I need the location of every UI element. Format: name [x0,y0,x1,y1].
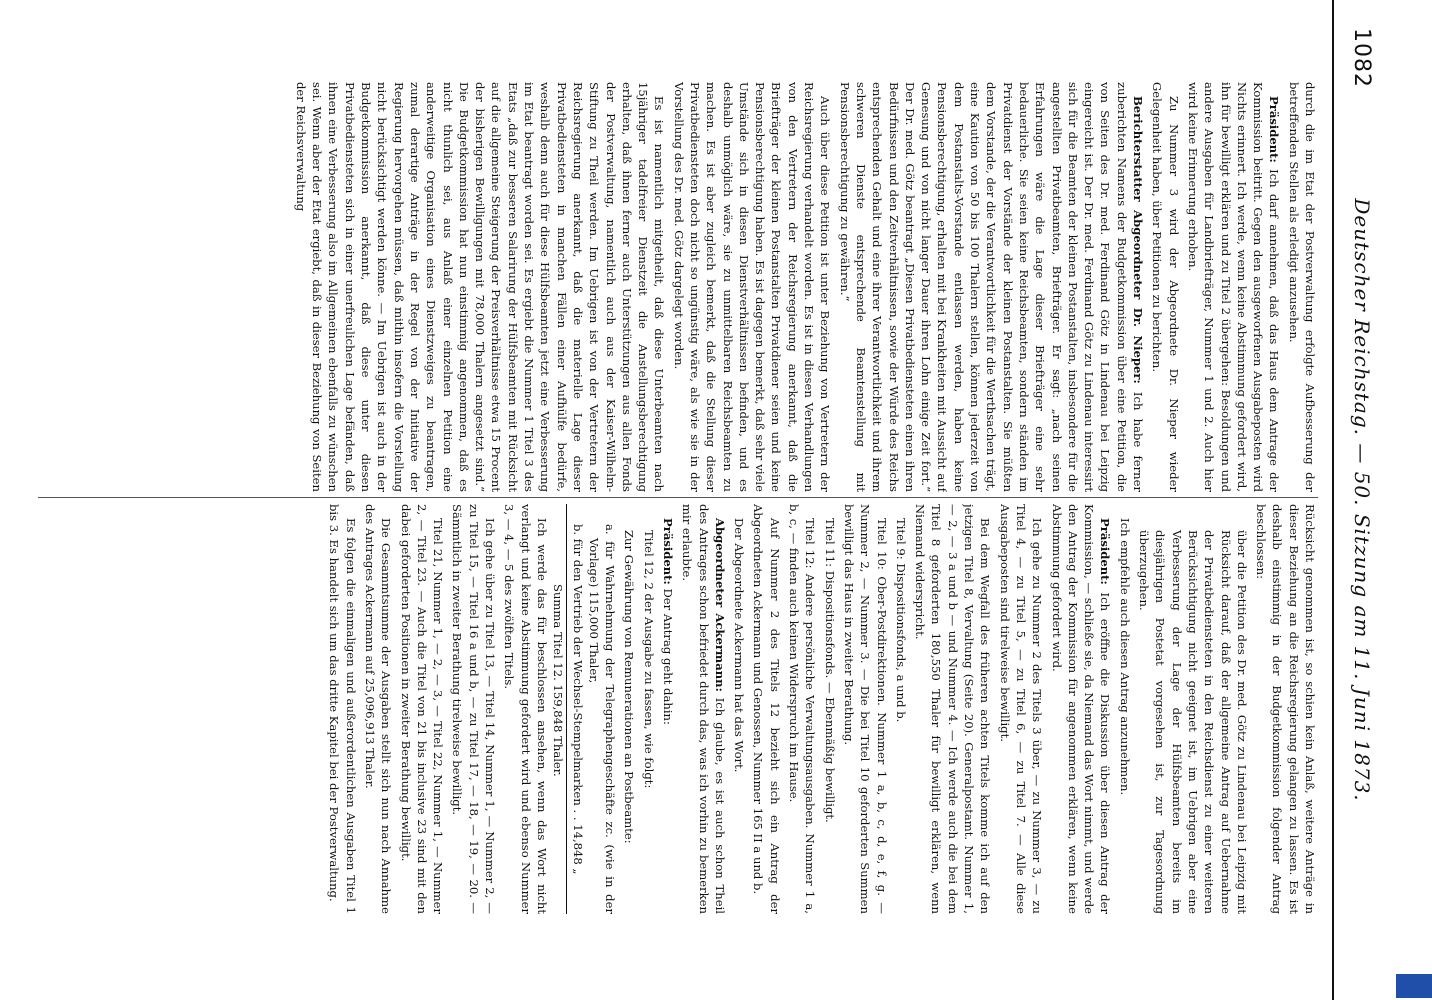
paragraph-text: Titel 11: Dispositionsfonds. — Ebenmäßig bewilligt. [822,518,837,823]
paragraph-text: über die Petition des Dr. med. Götz zu Lindenau bei Leipzig mit Rücksicht darauf, daß der allgemeine Antrag auf Uebernahme der Privatbediensteten in den Reichsdienst zu einer weiteren Berücksichtigung nicht geeignet ist, im Uebrigen aber eine Verbesserung der Lage der Hülfsbeamten bereits im diesjährigen Postetat vorgesehen ist, zur Tagesordnung überzugehen. [1137,530,1249,914]
paragraph [449,504,498,914]
paragraph-text: Titel 21, Nummer 1, — 2, — 3, — Titel 22, Nummer 1, — Nummer 2, — Titel 23. — Auch die Titel von 21 bis inclusive 23 sind mit den dabei geforderten Positionen in zweiter Berathung bewilligt. [398,504,446,914]
paragraph [786,504,819,914]
paragraph-text: Rücksicht genommen ist, so schien kein Anlaß, weitere Anträge in dieser Beziehung an die Reichsregierung gelangen zu lassen. Es ist deshalb einstimmig in der Budgetkommission folgender Antrag beschlossen: [1254,504,1317,914]
paragraph [1285,82,1318,492]
list-item: b. für den Vertrieb der Wechsel-Stempelmarken . . 14,848 „ [570,524,585,875]
paragraph [501,504,550,914]
paragraph-text: Titel 12: Andere persönliche Verwaltungsausgaben. Nummer 1 a, b, c, — finden auch keinen Widerspruch im Hause. [787,504,818,914]
paragraph [397,504,446,914]
paragraph-text: Die Gesammtsumme der Ausgaben stellt sich nun nach Annahme des Antrages Ackermann auf 25,096,913 Thaler. [362,504,394,914]
speaker-label: Präsident: [661,518,676,585]
paragraph [1048,504,1113,914]
paragraph-text: Auf Nummer 2 des Titels 12 bezieht sich ein Antrag der Abgeordneten Ackermann und Genossen, Nummer 165 II a und b. [751,504,782,914]
paragraph [293,82,668,492]
column-divider [38,497,1318,498]
paragraph [660,504,676,914]
paragraph-text: Zu Nummer 3 wird der Abgeordnete Dr. Nieper wieder Gelegenheit haben, über Petitionen zu berichten. [1150,82,1181,492]
speaker-label: Präsident: [1267,96,1282,163]
page-header [1332,0,1384,1000]
speaker-label: Präsident: [1098,518,1113,585]
list-item: a. für Wahrnehmung der Telegraphengeschäfte zc. (wie in der Vorlage) 115,000 Thaler, [586,524,618,914]
paragraph [362,504,395,914]
paragraph [1149,82,1182,492]
paragraph-text: Ich glaube, es ist auch schon Theil des Antrages schon befriedet durch das, was ich vorhin zu bemerken mir erlaubte. [680,504,727,914]
page-number: 1082 [1349,28,1374,88]
running-title: Deutscher Reichstag. — 50. Sitzung am 11. Juni 1873. [1350,198,1374,802]
digitization-text [1404,974,1432,998]
paragraph-text: Ich eröffne die Diskussion über diesen Antrag der Kommission, — schließe sie, da Niemand das Wort nimmt, und werde den Antrag der Kommission für angenommen erklären, wenn keine Abstimmung gefordert wird. [1049,504,1113,914]
sum-line [550,504,567,914]
paragraph-text: Der Antrag geht dahin: [661,588,676,725]
paragraph [621,504,637,914]
paragraph-text: Es ist namentlich mitgetheilt, daß diese Unterbeamten nach 15jähriger tadelfreier Dienstzeit die Anstellungsberechtigung erhalten, daß ihnen ferner auch Unterstützungen aus allen Fonds der Postverwaltung, namentlich auch aus der Kaiser-Wilhelm-Stiftung zu Theil werden. Im Uebrigen ist von der Vertretern der Reichsregierung anerkannt, daß die materielle Lage dieser Privatbediensteten in manchen Fällen einer Aufhülfe bedürfe, weshalb denn auch für diese Hülfsbeamten jetzt eine Verbesserung im Etat beantragt worden sei. Es ergiebt die Nummer 1 Titel 3 des Etats „daß zur besseren Salarirung der Hülfsbeamten mit Rücksicht auf die allgemeine Steigerung der Preisverhältnisse etwa 15 Procent der bisherigen Bewilligungen mit 78,000 Thalern angesetzt sind.“ Die Budgetkommission hat nun einstimmig angenommen, daß es nicht thunlich sei, aus Anlaß einer einzelnen Petition eine anderweitige Organisation eines Dienstzweiges zu beantragen, zumal derartige Anträge in der Regel von der Initiative der Regierung hervorgehen müssen, daß mithin insofern die Vorstellung nicht berücksichtigt werden könne. — Im Uebrigen ist auch in der Budgetkommission anerkannt, daß diese unter diesen Privatbediensteten sich in einer unerfreulichen Lage befänden, daß ihnen eine Verbesserung also im Allgemeinen ebenfalls zu wünschen sei. Wenn aber der Etat ergiebt, daß in dieser Beziehung von Seiten der Reichsverwaltung [293,82,667,492]
paragraph-text: Ich habe ferner zuberichten Namens der Budgetkommission über eine Petition, die von Seiten des Dr. med. Ferdinand Götz in Lindenau bei Leipzig eingereicht ist. Der Dr. med. Ferdinand Götz zu Lindenau interessirt sich für die Beamten der kleinen Postanstalten, insbesondere für die angestellten Privatbeamten, Briefträger. Er sagt: „nach seinen Erfahrungen wäre die Lage dieser Briefträger eine sehr bedauerliche. Sie seien keine Reichsbeamten, sondern ständen im Privatdienst der Vorstände der kleinen Postanstalten. Sie müßten dem Vorstande, der die Verantwortlichkeit für die Werthsachen trägt, eine Kaution von 50 bis 100 Thalern stellen, können jederzeit von dem Postanstalts-Vorstande entlassen werden, haben keine Pensionsberechtigung, erhalten mit bei Krankheiten mit Aussicht auf Genesung und von nicht langer Dauer ihren Lohn einige Zeit fort.“ Der Dr. med. Götz beantragt „Diesen Privatbediensteten einen ihren Bedürfnissen und den Zeitverhältnissen, sowie der Würde des Reichs entsprechenden Gehalt und eine ihrer Verantwortlichkeit und ihrem schweren Dienste entsprechende Beamtenstellung mit Pensionsberechtigung zu gewähren.“ [837,82,1146,492]
paragraph [731,504,747,914]
paragraph-text: Ich gehe über zu Titel 13, — Titel 14, Nummer 1, — Nummer 2, — zu Titel 15, — Titel 16 a und b, — zu Titel 17, — 18, — 19, — 20. — Sämmtlich in zweiter Berathung tirelweise bewilligt. [450,504,498,914]
paragraph-text: Bei dem Wegfall des früheren achten Titels komme ich auf den jetzigen Titel 8, Vervaltung (Seite 20). Generalpostamt. Nummer 1, — 2, — 3 a und b — und Nummer 4. — Ich werde auch die bei dem Titel 8 geforderten 180,550 Thaler für bewilligt erklären, wenn Niemand widerspricht. [913,504,993,914]
paragraph-text: Ich werde das für beschlossen ansehen, wenn das Wort nicht verlangt und keine Abstimmung gefordert wird und ebenso Nummer 3, — 4, — 5 des zwölften Titels. [502,504,549,914]
paragraph-text: durch die im Etat der Postverwaltung erfolgte Aufbesserung der betreffenden Stellen als erledigt anzusehen. [1286,82,1317,492]
paragraph [1253,504,1318,914]
paragraph [679,504,728,914]
paragraph [640,504,656,914]
paragraph [841,504,890,914]
paragraph [836,82,1146,492]
paragraph [996,504,1045,914]
digitization-note [1404,8,1428,998]
paragraph-text: Es folgen die einmaligen und außerordentlichen Ausgaben Titel 1 bis 3. Es handelt sich um das dritte Kapitel bei der Postverwaltung. [327,504,358,914]
paragraph [750,504,783,914]
paragraph-text: Ich gehe zu Nummer 2 des Titels 3 über, — zu Nummer 3, — zu Titel 4, — zu Titel 5, — zu Titel 6, — zu Titel 7. — Alle diese Ausgabeposten sind tirelweise bewilligt. [997,504,1045,914]
paragraph-text: Ich darf annehmen, daß das Haus dem Antrage der Kommission beitritt. Gegen den ausgeworfenen Ausgabeposten wird Nichts erinnert. Ich werde, wenn keine Abstimmung gefordert wird, ihn für bewilligt erklären und zu Titel 2 übergehen: Besoldungen und andere Ausgaben für Landbriefträger, Nummer 1 und 2. Auch hier wird keine Erinnerung erhoben. [1185,82,1282,492]
paragraph [821,504,837,914]
paragraph-text: Der Abgeordnete Ackermann hat das Wort. [732,518,747,773]
paragraph [1185,82,1283,492]
paragraph-text: Zur Gewährung von Remunerationen an Postbeamte: [622,530,637,844]
paragraph [670,82,833,492]
paragraph-text: Auch über diese Petition ist unter Beziehung von Vertretern der Reichsregierung verhandelt worden. Es ist in diesen Verhandlungen von den Vertretern der Reichsregierung anerkannt, daß die Briefträger der kleinen Postanstalten Privatdiener seien und keine Pensionsberechtigung haben. Es ist dagegen bemerkt, daß sehr viele Umstände sich in diesen Dienstverhältnissen befinden, und es deshalb unmöglich wäre, sie zu unmittelbaren Reichsbeamten zu machen. Es ist aber zugleich bemerkt, daß die Stellung dieser Privatbediensteten doch nicht so ungünstig wäre, als wie sie in der Vorstellung des Dr. med. Götz dargelegt worden. [671,82,833,492]
speaker-label: Berichterstatter Abgeordneter Dr. Nieper: [1131,96,1146,384]
paragraph-text: Titel 12, 2 der Ausgabe zu fassen, wie folgt: [641,530,656,789]
speaker-label: Abgeordneter Ackermann: [712,518,727,692]
sum-amount: 159,848 Thaler. [551,684,566,777]
paragraph-text: Titel 10: Ober-Postdirektionen. Nummer 1 a, b, c, d, e, f, g. — Nummer 2, — Nummer 3. — Die bei Titel 10 geforderten Summen bewilligt das Haus in zweiter Berathung. [841,504,889,914]
paragraph [893,504,909,914]
paragraph-text: Titel 9: Dispositionsfonds, a und b. [893,518,908,723]
paragraph [1136,504,1250,914]
paragraph-text: Ich empfehle auch diesen Antrag anzunehmen. [1117,518,1132,796]
sum-label: Summa Titel 12. [551,584,566,681]
paragraph [1116,504,1132,914]
paragraph [912,504,993,914]
left-column [18,82,1318,492]
paragraph [326,504,359,914]
right-column [18,504,1318,914]
